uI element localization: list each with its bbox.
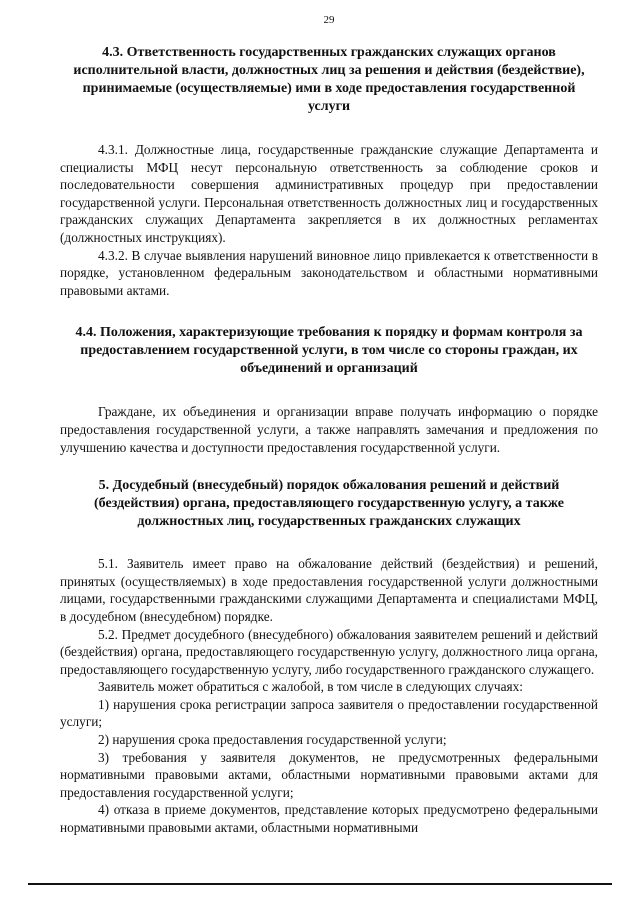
- paragraph-5-2: 5.2. Предмет досудебного (внесудебного) обжалования заявителем решений и действий (бездействия) органа, предоставляющего государственную услугу, должностного лица органа, предоставляющего государственную услугу, либо государственного гражданского служащего.: [60, 626, 598, 677]
- page-number: 29: [323, 14, 335, 26]
- list-item-1: 1) нарушения срока регистрации запроса заявителя о предоставлении государственной услуги;: [60, 696, 598, 730]
- paragraph-5-1: 5.1. Заявитель имеет право на обжалование действий (бездействия) и решений, принятых (осуществляемых) в ходе предоставления государственной услуги должностными лицами, государственными гражданскими служащими Департамента и специалистами МФЦ, в досудебном (внесудебном) порядке.: [60, 556, 598, 624]
- bottom-rule: [28, 883, 612, 885]
- list-item-3: 3) требования у заявителя документов, не предусмотренных федеральными нормативными правовыми актами, областными нормативными правовыми актами для предоставления государственной услуги;: [60, 749, 598, 800]
- section-5-heading: 5. Досудебный (внесудебный) порядок обжалования решений и действий (бездействия) органа, предоставляющего государственную услугу, а также должностных лиц, государственных гражданских служащих: [94, 478, 564, 530]
- document-page: [60, 14, 598, 837]
- paragraph-complaint-intro: Заявитель может обратиться с жалобой, в том числе в следующих случаях:: [98, 679, 523, 695]
- section-4-4-heading: 4.4. Положения, характеризующие требования к порядку и формам контроля за предоставлением государственной услуги, в том числе со стороны граждан, их объединений и организаций: [75, 325, 583, 377]
- paragraph-4-3-1: 4.3.1. Должностные лица, государственные гражданские служащие Департамента и специалисты МФЦ несут персональную ответственность за соблюдение сроков и последовательности совершения административных процедур при предоставлении государственной услуги. Персональная ответственность должностных лиц и государственных гражданских служащих Департамента закрепляется в их должностных регламентах (должностных инструкциях).: [60, 142, 598, 245]
- list-item-4: 4) отказа в приеме документов, представление которых предусмотрено федеральными нормативными правовыми актами, областными нормативными: [60, 802, 598, 836]
- list-item-2: 2) нарушения срока предоставления государственной услуги;: [98, 732, 447, 748]
- section-4-3-heading: 4.3. Ответственность государственных гражданских служащих органов исполнительной власти, должностных лиц за решения и действия (бездействие), принимаемые (осуществляемые) ими в ходе предоставления государственной услуги: [73, 45, 585, 114]
- paragraph-4-4: Граждане, их объединения и организации вправе получать информацию о порядке предоставления государственной услуги, а также направлять замечания и предложения по улучшению качества и доступности предоставления государственной услуги.: [60, 404, 598, 455]
- paragraph-4-3-2: 4.3.2. В случае выявления нарушений виновное лицо привлекается к ответственности в порядке, установленном федеральным законодательством и областными нормативными правовыми актами.: [60, 247, 598, 298]
